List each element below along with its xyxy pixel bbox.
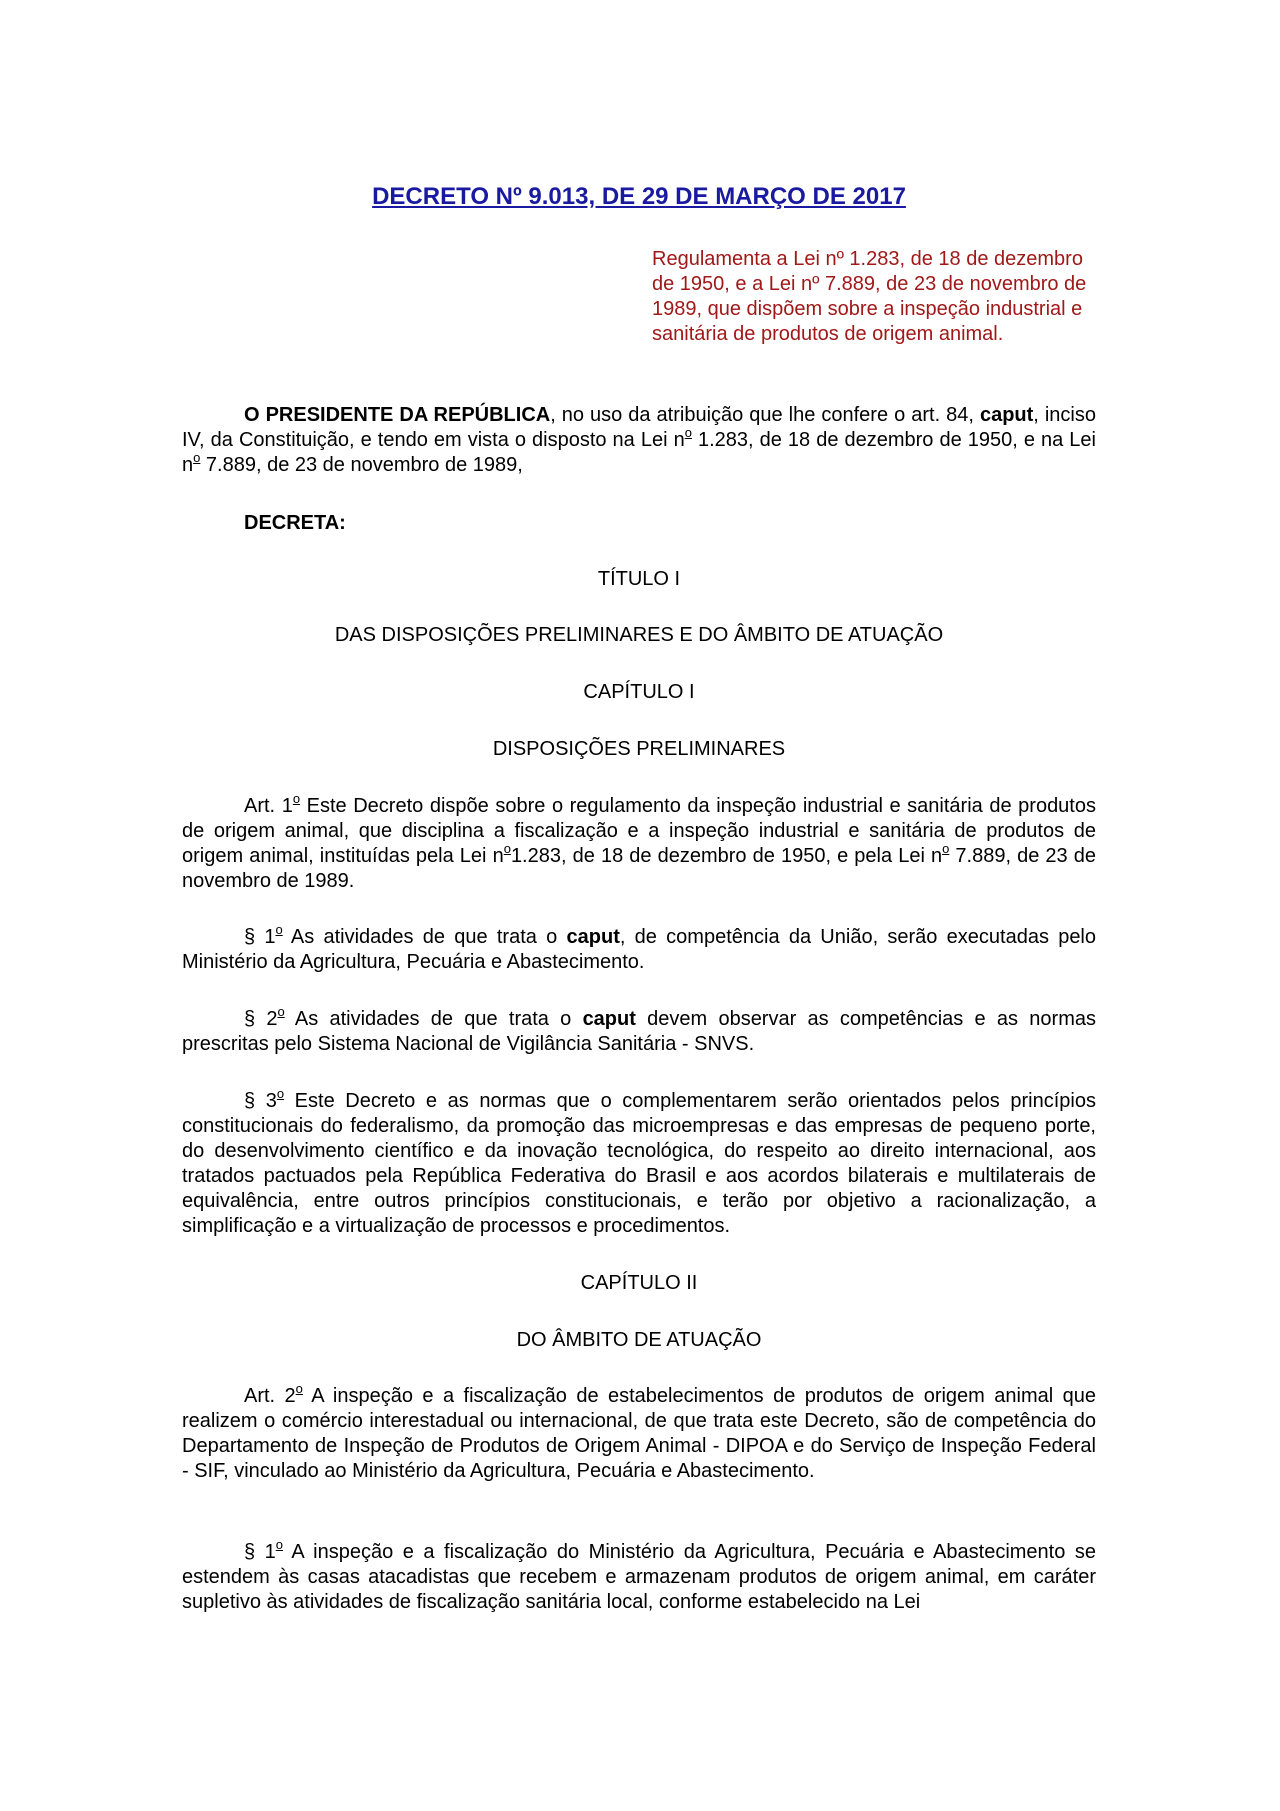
article-2 <box>182 1381 1096 1484</box>
preamble-subject: O PRESIDENTE DA REPÚBLICA <box>244 404 551 426</box>
preamble-text: 7.889, de 23 de novembro de 1989, <box>200 454 523 476</box>
ordinal-mark: o <box>503 841 511 857</box>
chapter-2-name: DO ÂMBITO DE ATUAÇÃO <box>516 1329 762 1351</box>
ordinal-mark: o <box>277 1004 285 1020</box>
preamble-text: , no uso da atribuição que lhe confere o art. 84, <box>550 404 980 426</box>
chapter-2-heading: CAPÍTULO II <box>580 1272 698 1294</box>
article-text: 7.889, de 23 de novembro de 1989. <box>182 845 1097 892</box>
paragraph-text: As atividades de que trata o <box>284 1008 583 1030</box>
ordinal-mark: o <box>942 841 950 857</box>
preamble <box>182 403 1096 478</box>
caput-term: caput <box>566 926 620 948</box>
caput-term: caput <box>582 1008 636 1030</box>
article-2-paragraph-1 <box>182 1537 1096 1615</box>
paragraph-text: , de competência da União, serão executadas pelo Ministério da Agricultura, Pecuária e Abastecimento. <box>182 926 1097 973</box>
decree-ementa: Regulamenta a Lei nº 1.283, de 18 de dezembro de 1950, e a Lei nº 7.889, de 23 de novembro de 1989, que dispõem sobre a inspeção industrial e sanitária de produtos de origem animal. <box>652 248 1087 345</box>
article-text: 1.283, de 18 de dezembro de 1950, e pela Lei n <box>510 845 943 867</box>
decree-title[interactable]: DECRETO Nº 9.013, DE 29 DE MARÇO DE 2017 <box>372 183 906 210</box>
ordinal-mark: o <box>275 1537 283 1553</box>
paragraph-text: Este Decreto e as normas que o complementarem serão orientados pelos princípios constitucionais do federalismo, da promoção das microempresas e das empresas de pequeno porte, do desenvolvimento científico e da inovação tecnológica, do respeito ao direito internacional, aos tratados pactuados pela República Federativa do Brasil e aos acordos bilaterais e multilaterais de equivalência, entre outros princípios constitucionais, e terão por objetivo a racionalização, a simplificação e a virtualização de processos e procedimentos. <box>182 1090 1096 1237</box>
ordinal-mark: o <box>295 1381 303 1397</box>
title-name: DAS DISPOSIÇÕES PRELIMINARES E DO ÂMBITO DE ATUAÇÃO <box>334 624 944 646</box>
preamble-text: , inciso IV, da Constituição, e tendo em vista o disposto na Lei n <box>182 404 1096 451</box>
article-label: Art. 1 <box>244 795 293 817</box>
article-1-paragraph-1 <box>182 922 1097 975</box>
ordinal-mark: o <box>276 1086 285 1102</box>
paragraph-text: devem observar as competências e as normas prescritas pelo Sistema Nacional de Vigilância Sanitária - SNVS. <box>182 1008 1096 1055</box>
article-1-paragraph-2 <box>182 1004 1096 1057</box>
article-text: Este Decreto dispõe sobre o regulamento da inspeção industrial e sanitária de produtos de origem animal, que disciplina a fiscalização e a inspeção industrial e sanitária de produtos de origem animal, instituídas pela Lei n <box>182 795 1096 867</box>
chapter-1-heading: CAPÍTULO I <box>583 681 695 703</box>
preamble-text: 1.283, de 18 de dezembro de 1950, e na Lei n <box>182 429 1096 476</box>
chapter-1-name: DISPOSIÇÕES PRELIMINARES <box>492 738 786 760</box>
ordinal-mark: o <box>684 425 692 441</box>
paragraph-label: § 3 <box>244 1090 277 1112</box>
decreta-heading: DECRETA: <box>244 512 346 534</box>
paragraph-text: As atividades de que trata o <box>282 926 567 948</box>
title-heading: TÍTULO I <box>597 568 681 590</box>
caput-term: caput <box>979 404 1034 426</box>
paragraph-label: § 1 <box>244 1541 276 1563</box>
article-label: Art. 2 <box>244 1385 296 1407</box>
paragraph-text: A inspeção e a fiscalização do Ministério da Agricultura, Pecuária e Abastecimento se estendem às casas atacadistas que recebem e armazenam produtos de origem animal, em caráter supletivo às atividades de fiscalização sanitária local, conforme estabelecido na Lei <box>182 1541 1096 1613</box>
paragraph-label: § 1 <box>244 926 276 948</box>
article-1-paragraph-3 <box>182 1086 1096 1239</box>
ordinal-mark: o <box>193 450 201 466</box>
paragraph-label: § 2 <box>244 1008 278 1030</box>
ordinal-mark: o <box>292 791 301 807</box>
article-text: A inspeção e a fiscalização de estabelecimentos de produtos de origem animal que realizem o comércio interestadual ou internacional, de que trata este Decreto, são de competência do Departamento de Inspeção de Produtos de Origem Animal - DIPOA e do Serviço de Inspeção Federal - SIF, vinculado ao Ministério da Agricultura, Pecuária e Abastecimento. <box>182 1385 1096 1482</box>
ordinal-mark: o <box>275 922 283 938</box>
article-1 <box>182 791 1097 894</box>
